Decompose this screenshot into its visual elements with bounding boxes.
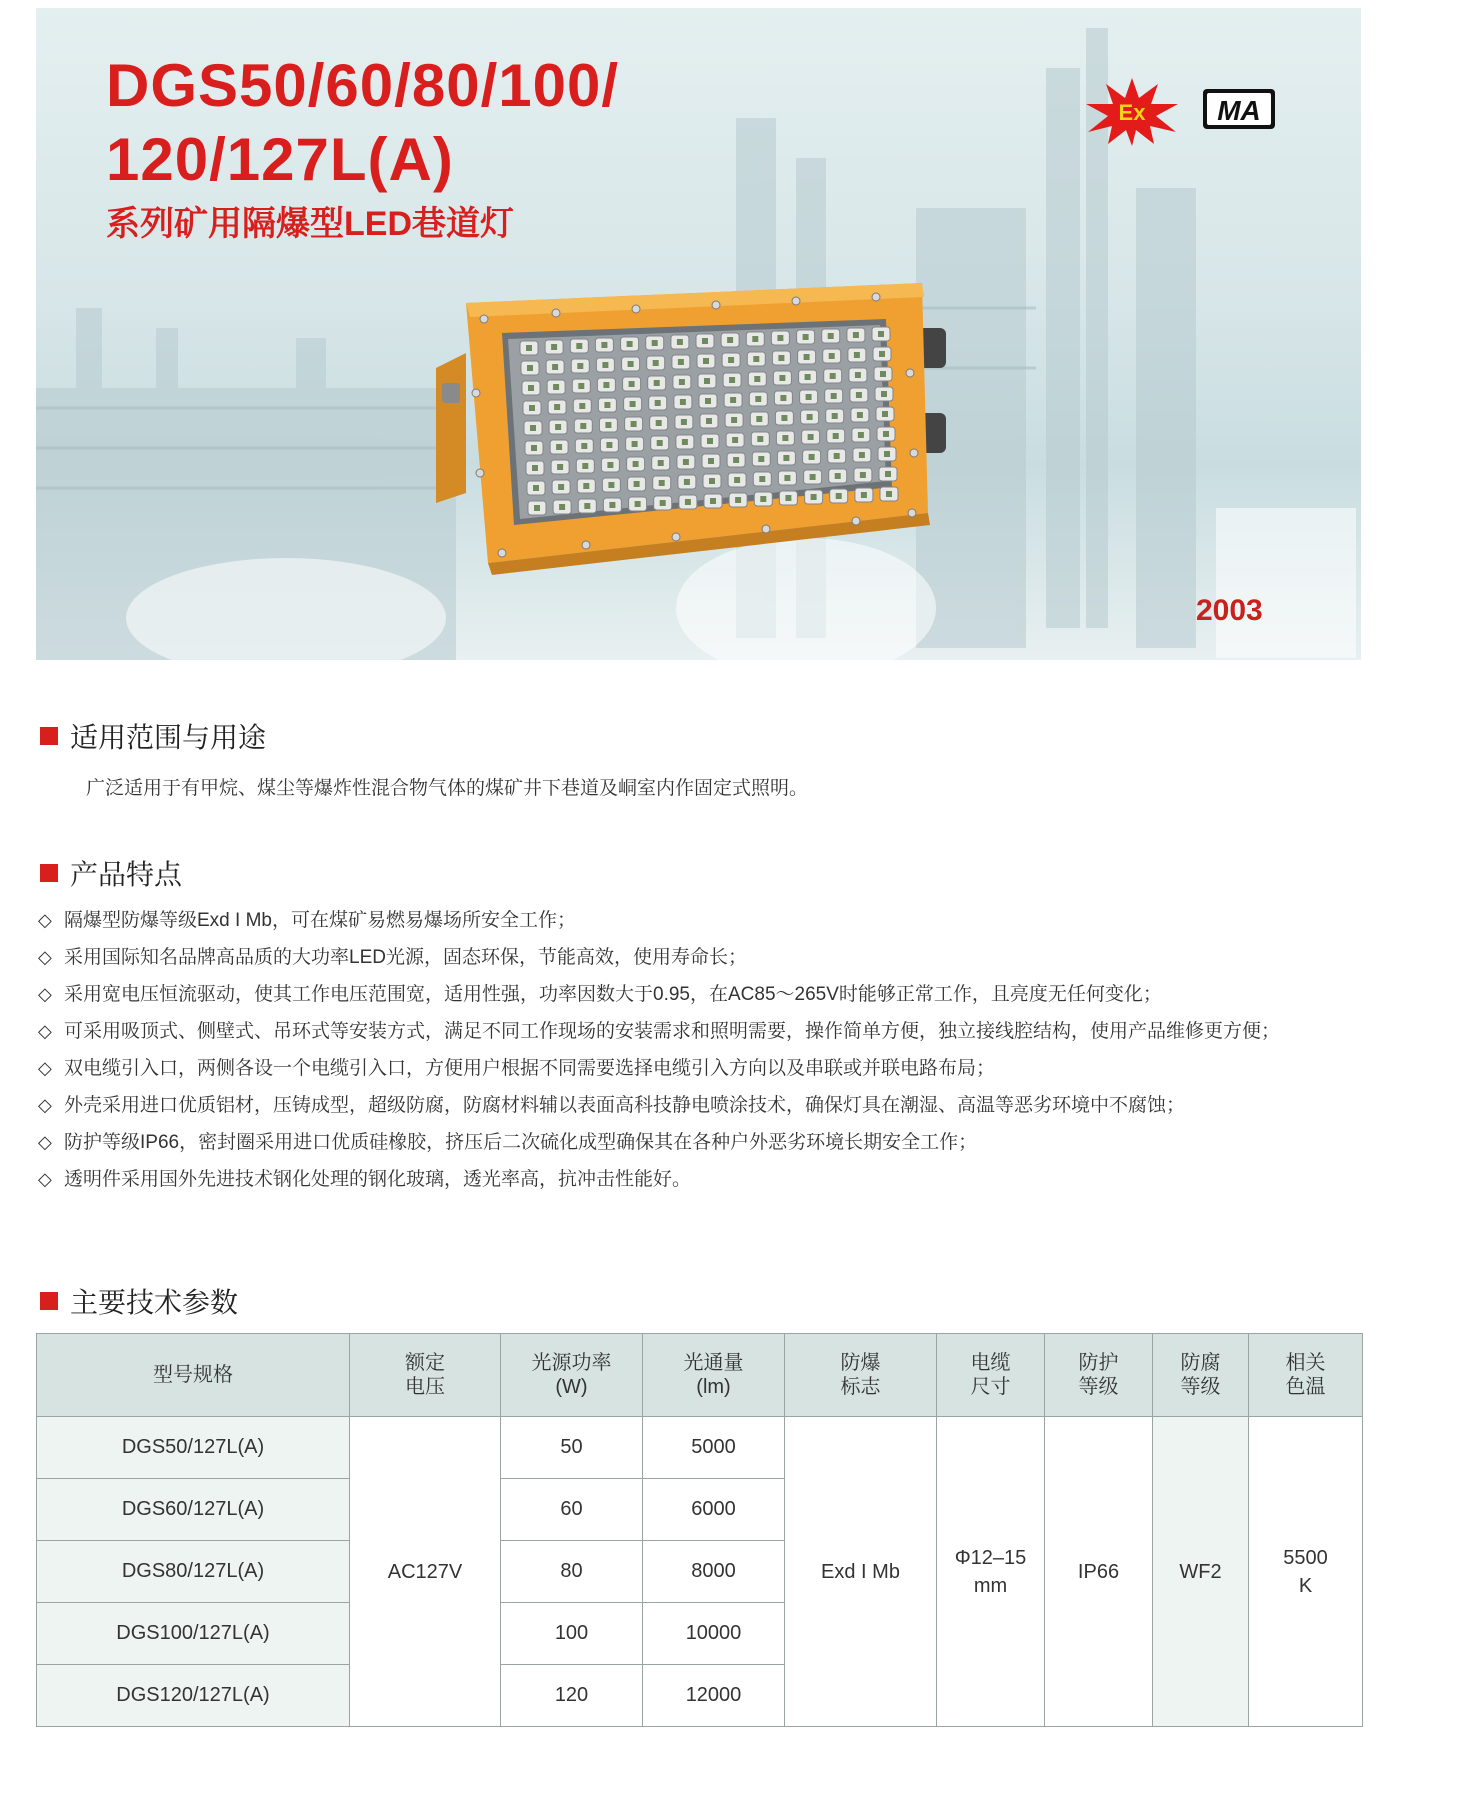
led-chip — [660, 500, 666, 506]
led-chip — [830, 373, 836, 379]
led-chip — [582, 463, 588, 469]
led-chip — [860, 472, 866, 478]
led-chip — [532, 465, 538, 471]
led-chip — [552, 364, 558, 370]
led-chip — [784, 475, 790, 481]
led-chip — [679, 379, 685, 385]
feature-item: ◇ 外壳采用进口优质铝材，压铸成型，超级防腐，防腐材料辅以表面高科技静电喷涂技术，确保灯具在潮湿、高温等恶劣环境中不腐蚀； — [38, 1087, 1368, 1124]
led-chip — [755, 396, 761, 402]
header-ip: 防护 等级 — [1045, 1334, 1153, 1417]
led-chip — [606, 442, 612, 448]
cell-ex-mark: Exd I Mb — [785, 1417, 937, 1727]
led-chip — [684, 479, 690, 485]
led-chip — [680, 399, 686, 405]
led-chip — [652, 340, 658, 346]
led-chip — [831, 393, 837, 399]
led-chip — [553, 384, 559, 390]
led-chip — [760, 496, 766, 502]
led-chip — [878, 331, 884, 337]
led-chip — [882, 411, 888, 417]
led-chip — [558, 484, 564, 490]
specs-section-heading — [40, 1281, 238, 1321]
cell-model: DGS50/127L(A) — [37, 1417, 350, 1479]
usage-section-heading — [40, 716, 266, 756]
led-chip — [703, 358, 709, 364]
usage-heading-text: 适用范围与用途 — [70, 722, 267, 753]
led-chip — [706, 418, 712, 424]
led-chip — [835, 473, 841, 479]
led-lamp-product-image — [436, 263, 956, 593]
diamond-bullet-icon: ◇ — [38, 1169, 52, 1189]
led-chip — [555, 424, 561, 430]
led-chip — [659, 480, 665, 486]
led-chip — [805, 374, 811, 380]
led-chip — [728, 357, 734, 363]
product-title-line2: 120/127L(A) — [106, 126, 454, 193]
led-chip — [551, 344, 557, 350]
features-section-heading — [40, 853, 182, 893]
led-chip — [709, 478, 715, 484]
features-heading-text: 产品特点 — [70, 859, 183, 890]
led-chip — [528, 385, 534, 391]
led-chip — [629, 381, 635, 387]
led-chip — [682, 439, 688, 445]
led-chip — [601, 342, 607, 348]
cell-flux: 12000 — [643, 1665, 785, 1727]
led-chip — [756, 416, 762, 422]
cell-voltage: AC127V — [350, 1417, 501, 1727]
led-chip — [780, 395, 786, 401]
led-chip — [853, 332, 859, 338]
led-chip — [861, 492, 867, 498]
led-chip — [627, 341, 633, 347]
led-chip — [554, 404, 560, 410]
feature-item: ◇ 隔爆型防爆等级Exd I Mb，可在煤矿易燃易爆场所安全工作； — [38, 902, 1368, 939]
led-chip — [655, 400, 661, 406]
cell-model: DGS80/127L(A) — [37, 1541, 350, 1603]
led-chip — [557, 464, 563, 470]
header-power: 光源功率 (W) — [501, 1334, 643, 1417]
red-square-bullet-icon — [40, 1292, 58, 1310]
led-chip — [704, 378, 710, 384]
led-chip — [577, 363, 583, 369]
led-chip — [677, 339, 683, 345]
led-chip — [658, 460, 664, 466]
ex-starburst-icon — [1082, 76, 1182, 146]
cell-flux: 8000 — [643, 1541, 785, 1603]
cell-power: 50 — [501, 1417, 643, 1479]
led-chip — [759, 476, 765, 482]
cell-power: 100 — [501, 1603, 643, 1665]
led-chip — [834, 453, 840, 459]
feature-item: ◇ 采用宽电压恒流驱动，使其工作电压范围宽，适用性强，功率因数大于0.95，在AC85～265V时能够正常工作，且亮度无任何变化； — [38, 976, 1368, 1013]
led-chip — [609, 502, 615, 508]
diamond-bullet-icon: ◇ — [38, 1095, 52, 1115]
led-chip — [632, 441, 638, 447]
led-chip — [885, 471, 891, 477]
led-chip — [807, 414, 813, 420]
led-chip — [608, 482, 614, 488]
hero-banner — [36, 8, 1361, 660]
diamond-bullet-icon: ◇ — [38, 1058, 52, 1078]
led-chip — [752, 336, 758, 342]
led-chip — [729, 377, 735, 383]
led-chip — [710, 498, 716, 504]
cell-flux: 10000 — [643, 1603, 785, 1665]
product-subtitle: 系列矿用隔爆型LED巷道灯 — [106, 205, 514, 243]
led-chip — [803, 334, 809, 340]
led-chip — [854, 352, 860, 358]
specs-heading-text: 主要技术参数 — [70, 1287, 239, 1318]
cell-color-temp: 5500 K — [1249, 1417, 1363, 1727]
ex-badge-text: Ex — [1118, 100, 1146, 125]
ma-certification-icon — [1202, 88, 1276, 130]
features-list — [38, 902, 1368, 1198]
led-chip — [556, 444, 562, 450]
cell-ip: IP66 — [1045, 1417, 1153, 1727]
led-chip — [678, 359, 684, 365]
table-header-row — [37, 1334, 1363, 1417]
led-chip — [856, 392, 862, 398]
led-chip — [634, 481, 640, 487]
led-chip — [733, 457, 739, 463]
header-flux: 光通量 (lm) — [643, 1334, 785, 1417]
led-chip — [681, 419, 687, 425]
led-chip — [530, 425, 536, 431]
led-chip — [758, 456, 764, 462]
led-chip — [702, 338, 708, 344]
led-chip — [808, 434, 814, 440]
led-chip — [754, 376, 760, 382]
led-chip — [657, 440, 663, 446]
year-label: 2003 — [1196, 594, 1263, 627]
led-chip — [603, 382, 609, 388]
cell-flux: 5000 — [643, 1417, 785, 1479]
led-chip — [685, 499, 691, 505]
led-chip — [531, 445, 537, 451]
table-row — [37, 1417, 1363, 1479]
cell-model: DGS100/127L(A) — [37, 1603, 350, 1665]
cell-model: DGS60/127L(A) — [37, 1479, 350, 1541]
led-chip — [809, 454, 815, 460]
led-chip — [705, 398, 711, 404]
led-chip — [879, 351, 885, 357]
cell-model: DGS120/127L(A) — [37, 1665, 350, 1727]
led-chip — [734, 477, 740, 483]
led-chip — [631, 421, 637, 427]
led-chip — [777, 335, 783, 341]
cell-power: 80 — [501, 1541, 643, 1603]
led-chip — [753, 356, 759, 362]
led-chip — [806, 394, 812, 400]
cell-power: 120 — [501, 1665, 643, 1727]
led-chip — [886, 491, 892, 497]
led-chip — [605, 422, 611, 428]
led-chip — [858, 432, 864, 438]
led-chip — [526, 345, 532, 351]
usage-description: 广泛适用于有甲烷、煤尘等爆炸性混合物气体的煤矿井下巷道及峒室内作固定式照明。 — [86, 778, 809, 799]
header-color-temp: 相关 色温 — [1249, 1334, 1363, 1417]
led-chip — [583, 483, 589, 489]
product-title-line1: DGS50/60/80/100/ — [106, 52, 620, 119]
cell-power: 60 — [501, 1479, 643, 1541]
led-chip — [533, 485, 539, 491]
led-chip — [580, 423, 586, 429]
led-chip — [778, 355, 784, 361]
led-chip — [559, 504, 565, 510]
cell-cable: Φ12–15 mm — [937, 1417, 1045, 1727]
diamond-bullet-icon: ◇ — [38, 947, 52, 967]
led-chip — [828, 333, 834, 339]
led-chip — [576, 343, 582, 349]
led-chip — [836, 493, 842, 499]
led-chip — [708, 458, 714, 464]
led-chip — [735, 497, 741, 503]
led-chip — [707, 438, 713, 444]
led-chip — [683, 459, 689, 465]
led-chip — [731, 417, 737, 423]
led-chip — [607, 462, 613, 468]
led-chip — [653, 360, 659, 366]
led-chip — [829, 353, 835, 359]
led-chip — [810, 474, 816, 480]
led-chip — [630, 401, 636, 407]
led-chip — [604, 402, 610, 408]
led-chip — [782, 435, 788, 441]
led-chip — [633, 461, 639, 467]
header-ex-mark: 防爆 标志 — [785, 1334, 937, 1417]
led-chip — [804, 354, 810, 360]
led-chip — [581, 443, 587, 449]
led-chip — [855, 372, 861, 378]
led-chip — [656, 420, 662, 426]
led-chip — [781, 415, 787, 421]
diamond-bullet-icon: ◇ — [38, 1021, 52, 1041]
led-chip — [785, 495, 791, 501]
diamond-bullet-icon: ◇ — [38, 984, 52, 1004]
led-chip — [833, 433, 839, 439]
led-chip — [883, 431, 889, 437]
feature-item: ◇ 防护等级IP66，密封圈采用进口优质硅橡胶，挤压后二次硫化成型确保其在各种户外恶劣环境长期安全工作； — [38, 1124, 1368, 1161]
diamond-bullet-icon: ◇ — [38, 910, 52, 930]
feature-item: ◇ 可采用吸顶式、侧壁式、吊环式等安装方式，满足不同工作现场的安装需求和照明需要，操作简单方便，独立接线腔结构，使用产品维修更方便； — [38, 1013, 1368, 1050]
led-chip — [832, 413, 838, 419]
cell-anticorrosion: WF2 — [1153, 1417, 1249, 1727]
led-chip — [881, 391, 887, 397]
header-model: 型号规格 — [37, 1334, 350, 1417]
feature-item: ◇ 双电缆引入口，两侧各设一个电缆引入口，方便用户根据不同需要选择电缆引入方向以及串联或并联电路布局； — [38, 1050, 1368, 1087]
header-voltage: 额定 电压 — [350, 1334, 501, 1417]
led-chip — [602, 362, 608, 368]
led-chip — [884, 451, 890, 457]
led-chip — [527, 365, 533, 371]
led-chip — [811, 494, 817, 500]
led-chip — [779, 375, 785, 381]
led-chip — [727, 337, 733, 343]
red-square-bullet-icon — [40, 864, 58, 882]
feature-item: ◇ 透明件采用国外先进技术钢化处理的钢化玻璃，透光率高，抗冲击性能好。 — [38, 1161, 1368, 1198]
led-chip — [857, 412, 863, 418]
led-chip — [578, 383, 584, 389]
led-chip — [757, 436, 763, 442]
led-chip — [783, 455, 789, 461]
spec-table — [36, 1333, 1363, 1727]
led-chip — [730, 397, 736, 403]
led-chip — [579, 403, 585, 409]
feature-item: ◇ 采用国际知名品牌高品质的大功率LED光源，固态环保，节能高效，使用寿命长； — [38, 939, 1368, 976]
led-chip — [880, 371, 886, 377]
cell-flux: 6000 — [643, 1479, 785, 1541]
diamond-bullet-icon: ◇ — [38, 1132, 52, 1152]
red-square-bullet-icon — [40, 727, 58, 745]
led-chip — [534, 505, 540, 511]
led-chip — [732, 437, 738, 443]
led-chip — [635, 501, 641, 507]
header-anticorrosion: 防腐 等级 — [1153, 1334, 1249, 1417]
led-chip — [654, 380, 660, 386]
led-chip — [628, 361, 634, 367]
ma-badge-text: MA — [1217, 95, 1261, 126]
led-chip — [859, 452, 865, 458]
header-cable: 电缆 尺寸 — [937, 1334, 1045, 1417]
led-chip — [584, 503, 590, 509]
led-chip — [529, 405, 535, 411]
